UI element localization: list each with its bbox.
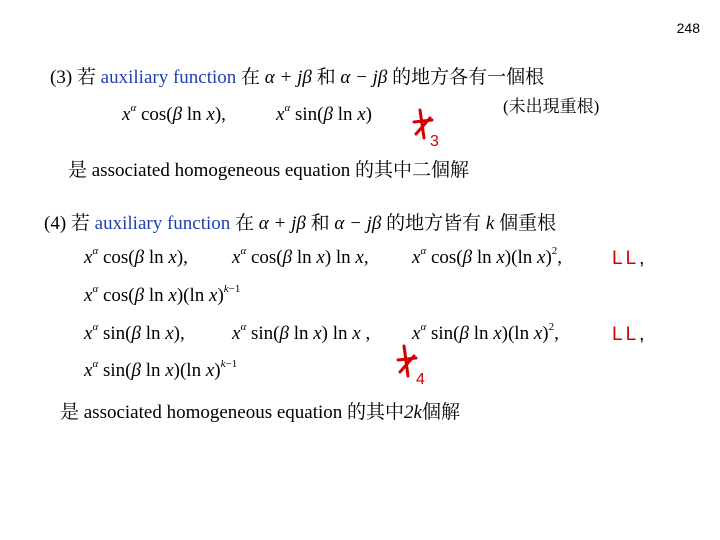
section-4-word-have: 的地方皆有: [386, 213, 482, 234]
section-3-formula-cos: $x^\alpha$ cos(β ln x),: [122, 102, 226, 125]
section-4-tail: 個重根: [499, 213, 557, 234]
section-4-root-plus: α + jβ: [258, 213, 306, 234]
sin-term-2: $x^\alpha$ sin(β ln x) ln x ,: [232, 321, 371, 344]
sin-term-3: $x^\alpha$ sin(β ln x)(ln x)$^2$,: [412, 321, 559, 344]
section-4-word-if: 若: [70, 213, 90, 234]
section-3-word-and: 和: [316, 67, 336, 88]
cos-term-3: $x^\alpha$ cos(β ln x)(ln x)$^2$,: [412, 245, 563, 268]
section-3-word-at: 在: [241, 67, 261, 88]
cos-term-last: $x^\alpha$ cos(β ln x)(ln x)$^{k-1}$: [84, 283, 241, 306]
cos-term-2: $x^\alpha$ cos(β ln x) ln x,: [232, 245, 369, 268]
section-4-word-at: 在: [235, 213, 255, 234]
sin-ellipsis: LL,: [612, 324, 648, 345]
section-3-word-if: 若: [76, 67, 96, 88]
sin-term-last: $x^\alpha$ sin(β ln x)(ln x)$^{k-1}$: [84, 358, 238, 381]
section-3-header: [50, 62, 544, 89]
section-3-tail: 的地方各有一個根: [392, 67, 545, 88]
section-3-root-minus: α − jβ: [340, 67, 388, 88]
section-3-number: (3): [50, 67, 73, 88]
cos-ellipsis: LL,: [612, 248, 648, 269]
page-number: 248: [676, 20, 700, 36]
section-4-conclusion: [60, 397, 460, 424]
section-4-k: k: [485, 213, 495, 234]
section-4-conclusion-2k: 2k: [404, 402, 422, 423]
mark-3-text: 3: [430, 133, 439, 150]
section-4-root-minus: α − jβ: [334, 213, 382, 234]
section-4-auxiliary-function: auxiliary function: [94, 213, 231, 234]
section-3-conclusion: 是 associated homogeneous equation 的其中二個解: [68, 160, 470, 181]
section-3-auxiliary-function: auxiliary function: [100, 67, 237, 88]
section-4-header: [44, 208, 556, 235]
handwritten-star-3-icon: [410, 108, 446, 150]
sin-term-1: $x^\alpha$ sin(β ln x),: [84, 321, 185, 344]
section-4-conclusion-c: 個解: [421, 402, 460, 423]
section-3-formula-sin: $x^\alpha$ sin(β ln x): [276, 102, 372, 125]
cos-term-1: $x^\alpha$ cos(β ln x),: [84, 245, 188, 268]
section-3-root-plus: α + jβ: [264, 67, 312, 88]
handwritten-star-4-icon: [394, 344, 434, 388]
section-4-word-and: 和: [310, 213, 330, 234]
section-3-note: (未出現重根): [503, 97, 600, 116]
section-4-conclusion-a: 是 associated homogeneous equation 的其中: [60, 402, 405, 423]
section-4-number: (4): [44, 213, 67, 234]
mark-4-text: 4: [416, 371, 425, 388]
